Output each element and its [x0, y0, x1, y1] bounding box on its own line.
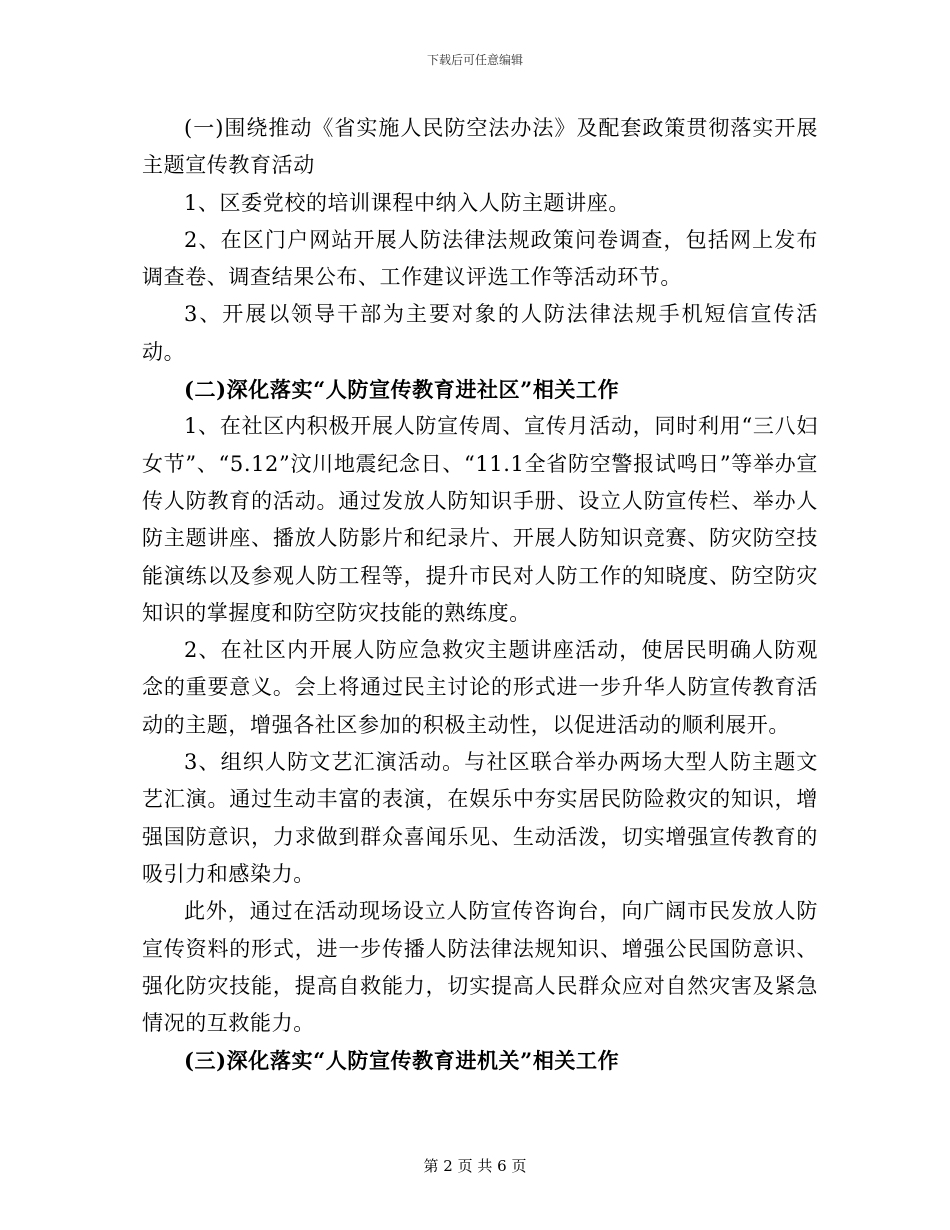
page-number: 第 2 页 共 6 页 — [423, 1157, 527, 1175]
document-body — [142, 110, 818, 1080]
section-heading-2: (二)深化落实“人防宣传教育进社区”相关工作 — [184, 377, 620, 403]
paragraph-2-1: 1、在社区内积极开展人防宣传周、宣传月活动，同时利用“三八妇女节”、“5.12”汶川地震纪念日、“11.1全省防空警报试鸣日”等举办宣传人防教育的活动。通过发放人防知识手册、设立人防宣传栏、举办人防主题讲座、播放人防影片和纪录片、开展人防知识竞赛、防灾防空技能演练以及参观人防工程等，提升市民对人防工作的知晓度、防空防灾知识的掌握度和防空防灾技能的熟练度。 — [142, 414, 818, 625]
paragraph-1-1: 1、区委党校的培训课程中纳入人防主题讲座。 — [184, 190, 630, 215]
page-header: 下载后可任意编辑 — [426, 53, 523, 67]
paragraph-2-2: 2、在社区内开展人防应急救灾主题讲座活动，使居民明确人防观念的重要意义。会上将通过民主讨论的形式进一步升华人防宣传教育活动的主题，增强各社区参加的积极主动性，以促进活动的顺利展开。 — [142, 638, 818, 737]
paragraph-2-3: 3、组织人防文艺汇演活动。与社区联合举办两场大型人防主题文艺汇演。通过生动丰富的表演，在娱乐中夯实居民防险救灾的知识，增强国防意识，力求做到群众喜闻乐见、生动活泼，切实增强宣传教育的吸引力和感染力。 — [142, 750, 818, 886]
paragraph-1-2: 2、在区门户网站开展人防法律法规政策问卷调查，包括网上发布调查卷、调查结果公布、工作建议评选工作等活动环节。 — [142, 227, 818, 290]
paragraph-2-4: 此外，通过在活动现场设立人防宣传咨询台，向广阔市民发放人防宣传资料的形式，进一步传播人防法律法规知识、增强公民国防意识、强化防灾技能，提高自救能力，切实提高人民群众应对自然灾害及紧急情况的互救能力。 — [142, 899, 818, 1036]
paragraph-1-3: 3、开展以领导干部为主要对象的人防法律法规手机短信宣传活动。 — [142, 302, 818, 364]
section-heading-3: (三)深化落实“人防宣传教育进机关”相关工作 — [184, 1048, 620, 1074]
section-heading-1: (一)围绕推动《省实施人民防空法办法》及配套政策贯彻落实开展主题宣传教育活动 — [142, 116, 818, 178]
